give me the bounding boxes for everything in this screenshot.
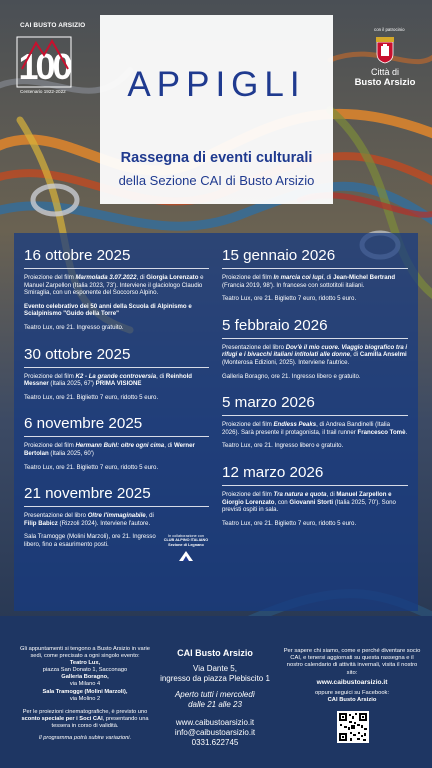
logo-number: 100 [18,46,70,87]
collab-line3: Sezione di Legnano [168,542,204,547]
email-link[interactable]: info@caibustoarsizio.it [174,728,256,737]
opening-hours: Aperto tutti i mercoledì [174,690,256,699]
collab-line1: In collaborazione con [168,534,204,538]
page-title: APPIGLI [127,65,306,104]
event-venue: Sala Tramogge (Molini Marzoli), ore 21. Ingresso libero, fino a esaurimento posti. [24,533,156,548]
phone-number: 0331.622745 [191,738,239,747]
footer-contact [160,648,270,748]
event-item [222,317,408,380]
event-date: 6 novembre 2025 [24,415,143,433]
title-box [100,15,333,204]
event-venue: Teatro Lux, ore 21. Biglietto 7 euro, ridotto 5 euro. [24,463,159,471]
event-item [24,247,209,332]
venue-name: Teatro Lux, [69,660,101,667]
facebook-link[interactable]: CAI Busto Arsizio [327,697,377,704]
event-item [222,464,408,527]
logo-centenary: Centenario 1922-2022 [20,89,66,94]
opening-hours: dalle 21 alle 23 [188,700,242,709]
event-item [24,346,209,402]
contact-address: Via Dante 5, [193,664,237,673]
event-venue: Teatro Lux, ore 21. Biglietto 7 euro, ridotto 5 euro. [222,295,357,303]
event-venue: Teatro Lux, ore 21. Biglietto 7 euro, ridotto 5 euro. [24,393,159,401]
venue-address: via Molino 2 [69,695,101,702]
event-description: Proiezione del film Endless Peaks, di Andrea Bandinelli (Italia 2026). Sarà presente il protagonista, il trail runner Francesco Tomè. [222,421,408,436]
venues-intro: Gli appuntamenti si tengono a Busto Arsizio in varie sedi, come precisato a ogni singolo evento: [20,646,150,660]
patronage-city-line2: Busto Arsizio [354,77,416,88]
discount-note: Per le proiezioni cinematografiche, è previsto uno sconto speciale per i Soci CAI, presentando una tessera in corso di validità. [21,708,149,729]
cai-logo [14,22,94,97]
footer-follow [282,648,422,704]
program-panel [14,233,418,611]
follow-intro: Per sapere chi siamo, come e perché diventare socio CAI, e tenersi aggiornati su questa rassegna e il nostro calendario di attività invernali, visita il nostro sito: [283,648,421,676]
variation-note: Il programma potrà subire variazioni. [38,735,132,742]
venue-name: Galleria Boragno, [61,674,109,681]
subtitle: Rassegna di eventi culturali [120,150,313,166]
city-crest-icon [374,36,396,64]
patronage-city-line1: Città di [370,67,399,77]
event-date: 12 marzo 2026 [222,463,324,481]
event-description: Proiezione del film Tra natura e quota, di Manuel Zarpellon e Giorgio Lorenzato, con Giovanni Storti (Italia 2025, 70'). Sono previsti ospiti in sala. [222,490,396,514]
event-extra: Evento celebrativo dei 50 anni della Scuola di Alpinismo e Scialpinismo "Guido della Torre" [24,302,192,318]
event-item [222,247,408,303]
event-venue: Teatro Lux, ore 21. Biglietto 7 euro, ridotto 5 euro. [222,519,357,527]
event-venue: Teatro Lux, ore 21. Ingresso libero e gratuito. [222,442,344,450]
event-venue: Galleria Boragno, ore 21. Ingresso libero e gratuito. [222,372,361,380]
event-item [24,485,160,548]
event-description: Proiezione del film Hermann Buhl: oltre ogni cima, di Werner Bertolan (Italia 2025, 60') [24,442,195,457]
collaboration-badge [162,534,210,565]
contact-address: ingresso da piazza Plebiscito 1 [160,674,270,683]
footer-venues [15,646,155,742]
event-date: 21 novembre 2025 [24,485,151,503]
patronage-label: con il patrocinio [374,27,405,32]
logo-club-name: CAI BUSTO ARSIZIO [20,22,86,29]
event-venue: Teatro Lux, ore 21. Ingresso gratuito. [24,323,124,331]
event-date: 30 ottobre 2025 [24,345,131,363]
event-item [222,394,408,450]
event-description: Proiezione del film In marcia coi lupi, di Jean-Michel Bertrand (Francia 2019, 98'). In francese con sottotitoli italiani. [222,274,396,289]
cai-100-icon [14,29,76,89]
event-date: 5 febbraio 2026 [222,316,328,334]
contact-name: CAI Busto Arsizio [177,648,253,658]
footer [0,616,432,768]
patronage [350,27,420,88]
website-link[interactable]: www.caibustoarsizio.it [175,718,255,727]
event-description: Proiezione del film Marmolada 3.07.2022, di Giorgia Lorenzato e Manuel Zarpellon (Italia 2023, 73'). Interviene il glaciologo Claudio Smiraglia, con un esponente del Soccorso Alpino. [24,274,204,297]
venue-name: Sala Tramogge (Molini Marzoli), [42,688,128,695]
event-date: 16 ottobre 2025 [24,247,131,264]
collab-line2: CLUB ALPINO ITALIANO [163,538,209,543]
venue-address: piazza San Donato 1, Sacconago [42,667,128,674]
event-date: 15 gennaio 2026 [222,247,336,264]
left-column [24,247,209,549]
website-link[interactable]: www.caibustoarsizio.it [316,678,388,686]
event-description: Proiezione del film K2 - La grande controversia, di Reinhold Messner (Italia 2025, 67') PRIMA VISIONE [24,372,192,388]
cai-legnano-icon [178,549,194,563]
right-column [222,247,408,527]
event-date: 5 marzo 2026 [222,394,315,412]
venue-address: via Milano 4 [69,681,101,688]
facebook-intro: oppure seguici su Facebook: [314,690,390,697]
event-description: Presentazione del libro Oltre l'immaginabile, di Filip Babicz (Rizzoli 2024). Interviene l'autore. [24,512,154,527]
event-description: Presentazione del libro Dov'è il mio cuore. Viaggio biografico tra i rifugi e i bivacchi italiani intitolati alle donne, di Camilla Anselmi (Monterosa Edizioni, 2025). Interviene l'autrice. [222,343,408,366]
subtitle-2: della Sezione CAI di Busto Arsizio [118,173,315,188]
qr-code[interactable] [337,711,369,743]
event-item [24,415,209,471]
